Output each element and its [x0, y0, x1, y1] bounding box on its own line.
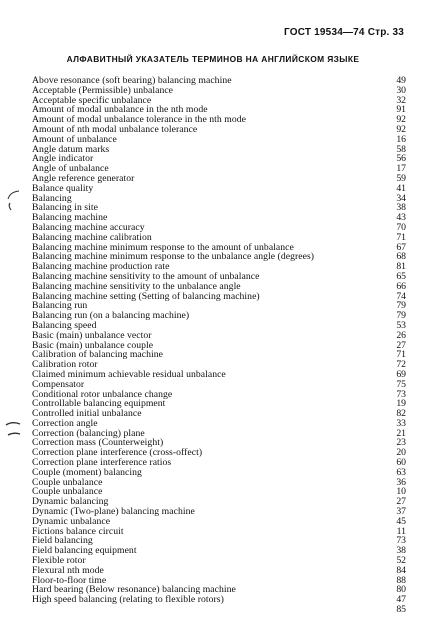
- entry-term: Balancing machine setting (Setting of balancing machine): [32, 290, 260, 302]
- entry-term: Balancing machine minimum response to the amount of unbalance: [32, 241, 294, 253]
- entry-page: 56: [396, 153, 406, 165]
- entry-page: 60: [396, 457, 406, 469]
- entry-term: Balancing machine sensitivity to the amount of unbalance: [32, 270, 260, 282]
- entry-page: 73: [396, 388, 406, 400]
- entry-term: Correction plane interference (cross-offect): [32, 447, 203, 459]
- entry-term: Correction plane interference ratios: [32, 457, 172, 469]
- entry-page: 23: [396, 437, 406, 449]
- entry-term: Flexural nth mode: [32, 564, 104, 576]
- entry-page: 80: [396, 584, 406, 596]
- entry-term: Balancing machine accuracy: [32, 221, 145, 233]
- entry-page: 11: [396, 525, 406, 537]
- entry-term: Balancing machine: [32, 212, 108, 224]
- entry-page: 36: [396, 476, 406, 488]
- entry-term: Calibration of balancing machine: [32, 349, 163, 361]
- entry-term: Couple (moment) balancing: [32, 466, 142, 478]
- entry-term: Correction mass (Counterweight): [32, 437, 164, 449]
- entry-page: 71: [396, 231, 406, 243]
- entry-page: 74: [396, 290, 406, 302]
- entry-page: 16: [396, 133, 406, 145]
- entry-term: Balancing machine minimum response to the unbalance angle (degrees): [32, 251, 315, 263]
- entry-term: Amount of unbalance: [32, 133, 117, 145]
- entry-page: 33: [396, 417, 406, 429]
- entry-page: 68: [396, 251, 406, 263]
- entry-term: Balancing: [32, 192, 72, 204]
- entry-page: 91: [396, 104, 406, 116]
- entry-term: Balancing run: [32, 300, 88, 312]
- entry-page: 92: [396, 114, 406, 126]
- entry-page: 63: [396, 466, 406, 478]
- entry-page: 65: [396, 270, 406, 282]
- page-header: [284, 27, 404, 38]
- entry-term: Controllable balancing equipment: [32, 398, 166, 410]
- entry-page: 19: [396, 398, 406, 410]
- entry-term: Dynamic balancing: [32, 496, 109, 508]
- entry-page: 49: [396, 75, 406, 86]
- entry-term: Correction angle: [32, 417, 98, 429]
- entry-term: Angle datum marks: [32, 143, 110, 155]
- entry-term: Balancing in site: [32, 202, 98, 214]
- entry-page: 82: [396, 408, 406, 420]
- entry-page: 41: [396, 182, 406, 194]
- entry-page: 67: [396, 241, 406, 253]
- entry-term: Hard bearing (Below resonance) balancing machine: [32, 584, 236, 596]
- entry-page: 88: [396, 574, 406, 586]
- entry-term: High speed balancing (relating to flexible rotors): [32, 594, 224, 606]
- entry-page: 81: [396, 261, 406, 273]
- entry-page: 92: [396, 123, 406, 135]
- entry-term: Angle indicator: [32, 153, 94, 165]
- entry-page: 53: [396, 319, 406, 331]
- entry-page: 84: [396, 564, 406, 576]
- standard-number: ГОСТ 19534—74: [283, 27, 365, 38]
- entry-term: Acceptable (Permissible) unbalance: [32, 84, 174, 96]
- entry-page: 20: [396, 447, 406, 459]
- entry-page: 79: [396, 300, 406, 312]
- entry-term: Claimed minimum achievable residual unbalance: [32, 368, 226, 380]
- entry-page: 17: [396, 163, 406, 175]
- index-entry: [32, 546, 406, 556]
- entry-page: 27: [396, 496, 406, 508]
- entry-page: 34: [396, 192, 406, 204]
- entry-term: Balancing machine sensitivity to the unbalance angle: [32, 280, 241, 292]
- index-entry: [32, 184, 406, 194]
- entry-page: 38: [396, 545, 406, 557]
- entry-term: Couple unbalance: [32, 476, 103, 488]
- entry-term: Amount of modal unbalance tolerance in the nth mode: [32, 114, 246, 126]
- entry-term: Basic (main) unbalance vector: [32, 329, 152, 341]
- entry-page: 45: [396, 515, 406, 527]
- entry-term: Balancing machine production rate: [32, 261, 170, 273]
- margin-mark-upper: [6, 190, 20, 200]
- entry-term: Field balancing: [32, 535, 93, 547]
- entry-term: Floor-to-floor time: [32, 574, 107, 586]
- entry-page: 52: [396, 555, 406, 567]
- entry-term: Conditional rotor unbalance change: [32, 388, 173, 400]
- entry-term: Acceptable specific unbalance: [32, 94, 152, 106]
- index-entry: [32, 292, 406, 302]
- entry-term: Controlled initial unbalance: [32, 408, 142, 420]
- entry-term: Compensator: [32, 378, 85, 390]
- entry-term: Balancing speed: [32, 319, 97, 331]
- entry-page: 69: [396, 368, 406, 380]
- entry-page: 27: [396, 339, 406, 351]
- entry-term: Balancing machine calibration: [32, 231, 152, 243]
- entry-page: 71: [396, 349, 406, 361]
- entry-page: 73: [396, 535, 406, 547]
- entry-page: 26: [396, 329, 406, 341]
- margin-mark-lower: [4, 420, 20, 438]
- entry-term: Field balancing equipment: [32, 545, 137, 557]
- entry-page: 47: [396, 594, 406, 606]
- entry-page: 75: [396, 378, 406, 390]
- entry-page: 10: [396, 486, 406, 498]
- entry-term: Balancing run (on a balancing machine): [32, 310, 190, 322]
- entry-term: Balance quality: [32, 182, 94, 194]
- entry-page: 59: [396, 172, 406, 184]
- entry-term: Couple unbalance: [32, 486, 103, 498]
- index-entry: [32, 595, 406, 605]
- entry-term: Fictions balance circuit: [32, 525, 124, 537]
- entry-term: Amount of modal unbalance in the nth mode: [32, 104, 208, 116]
- entry-term: Calibration rotor: [32, 359, 98, 371]
- entry-page: 85: [396, 604, 406, 616]
- entry-term: Correction (balancing) plane: [32, 427, 145, 439]
- term-index-list: [32, 76, 406, 615]
- entry-term: Angle of unbalance: [32, 163, 109, 175]
- entry-term: Basic (main) unbalance couple: [32, 339, 154, 351]
- entry-page: 43: [396, 212, 406, 224]
- section-title: АЛФАВИТНЫЙ УКАЗАТЕЛЬ ТЕРМИНОВ НА АНГЛИЙСКОМ ЯЗЫКЕ: [66, 54, 360, 64]
- entry-term: Flexible rotor: [32, 555, 86, 567]
- entry-term: Dynamic unbalance: [32, 515, 111, 527]
- entry-page: 32: [396, 94, 406, 106]
- trailing-page-number: [32, 605, 406, 615]
- entry-page: 66: [396, 280, 406, 292]
- entry-page: 21: [396, 427, 406, 439]
- entry-term: Dynamic (Two-plane) balancing machine: [32, 506, 195, 518]
- entry-page: 37: [396, 506, 406, 518]
- index-entry: [32, 370, 406, 380]
- entry-page: 70: [396, 221, 406, 233]
- entry-term: Above resonance (soft bearing) balancing machine: [32, 75, 232, 86]
- entry-page: 72: [396, 359, 406, 371]
- entry-page: 79: [396, 310, 406, 322]
- entry-term: Angle reference generator: [32, 172, 135, 184]
- entry-term: Amount of nth modal unbalance tolerance: [32, 123, 198, 135]
- entry-page: 30: [396, 84, 406, 96]
- entry-page: 38: [396, 202, 406, 214]
- page-number: Стр. 33: [367, 27, 404, 38]
- entry-page: 58: [396, 143, 406, 155]
